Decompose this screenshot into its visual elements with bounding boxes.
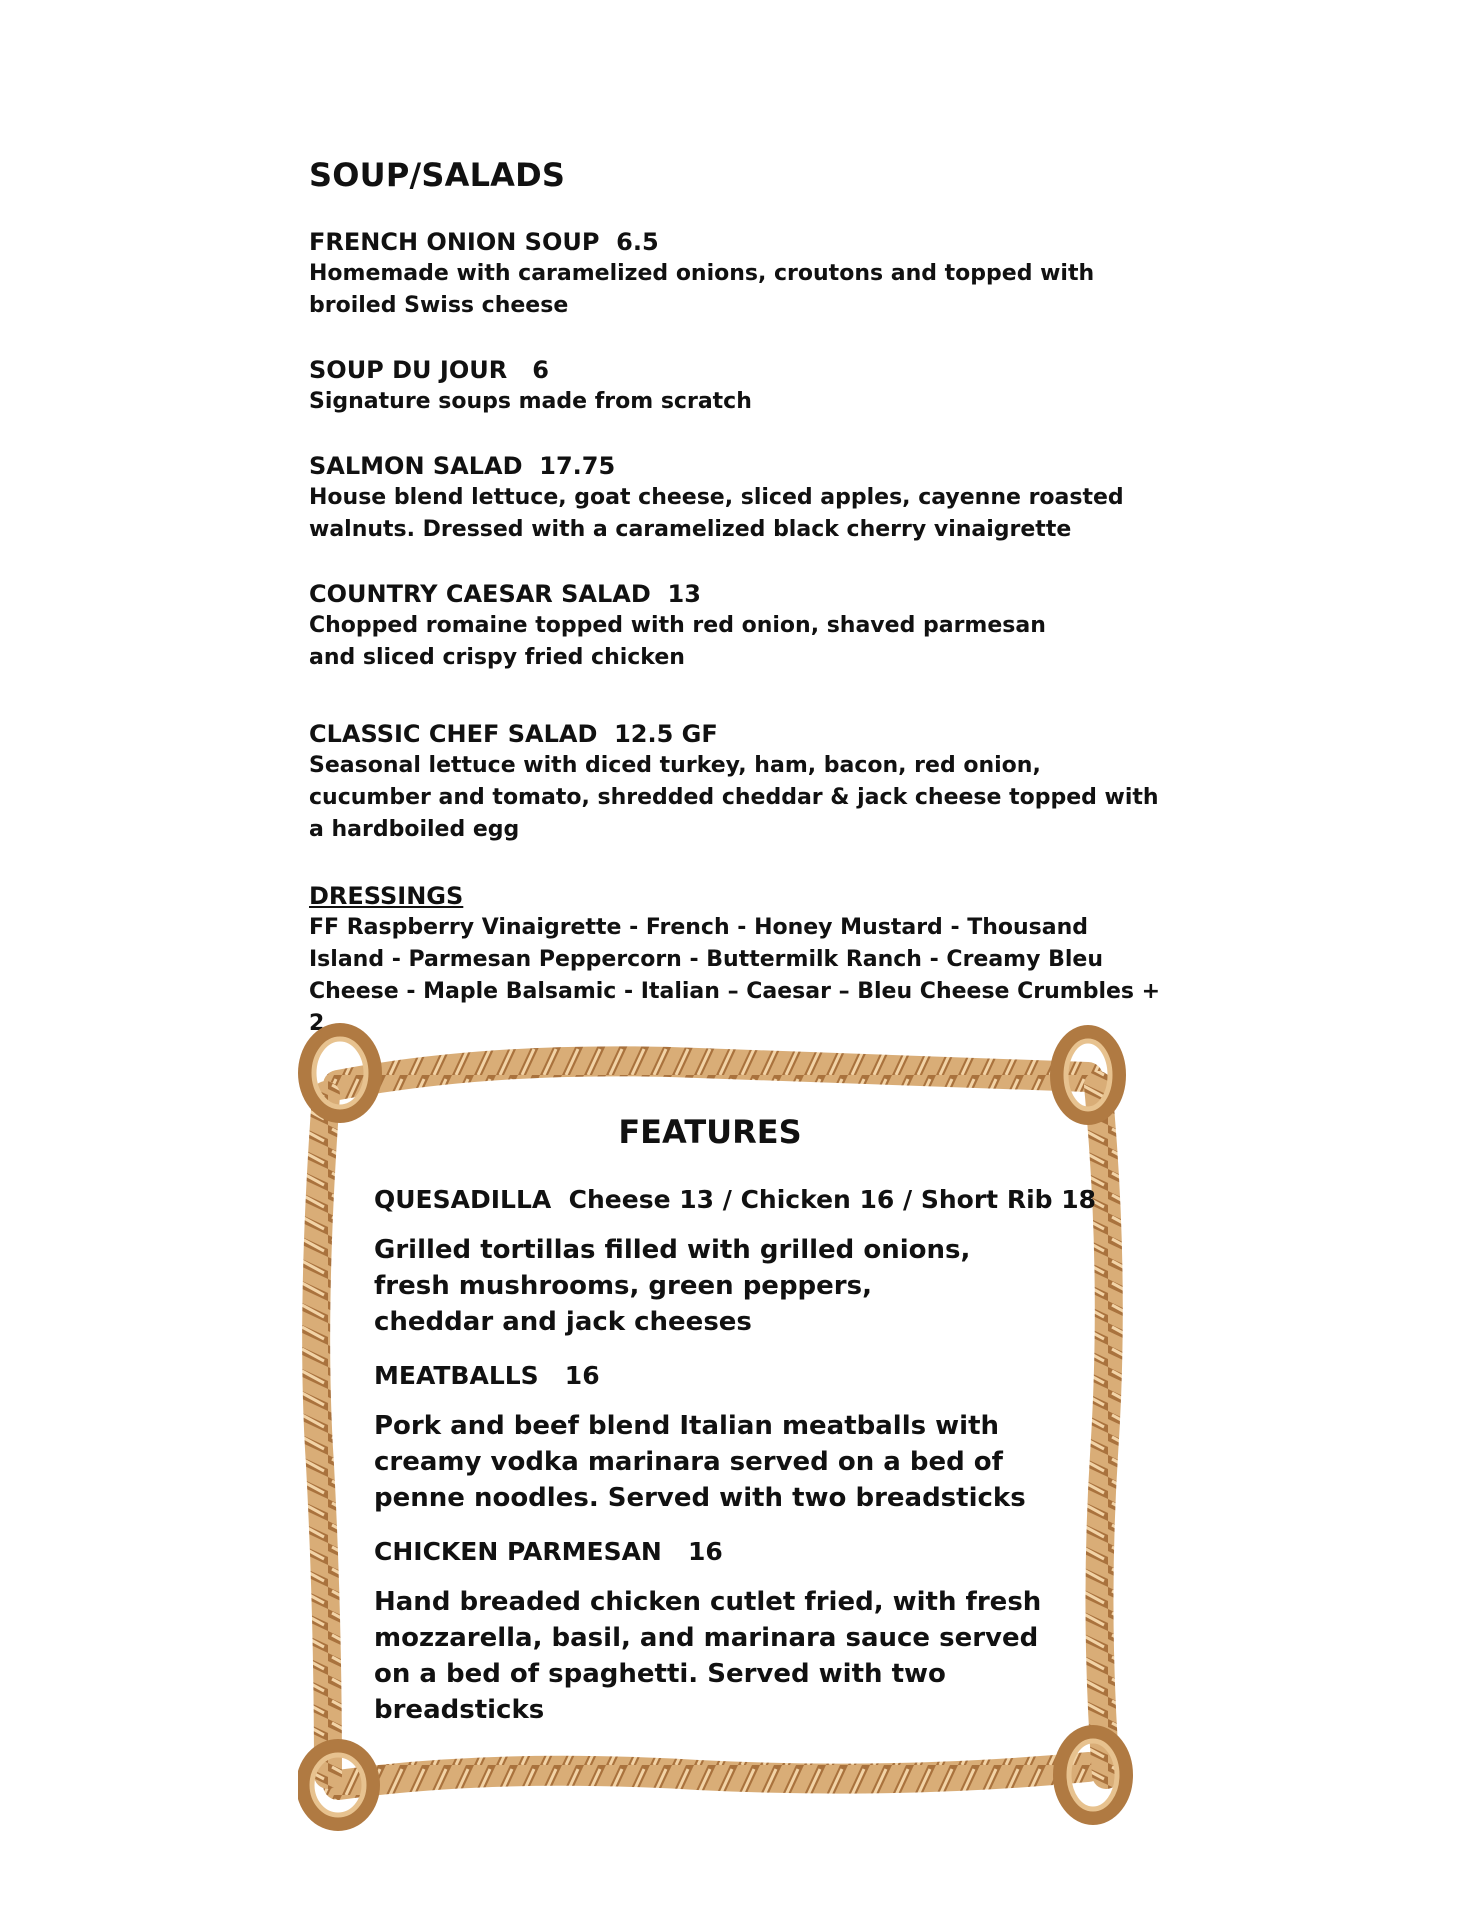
menu-item [309, 226, 1169, 322]
menu-item [309, 718, 1169, 846]
item-name: SALMON SALAD 17.75 [309, 452, 616, 480]
features-title: FEATURES [618, 1113, 802, 1151]
item-name: COUNTRY CAESAR SALAD 13 [309, 580, 701, 608]
features-section [374, 1112, 1097, 1728]
item-description: Signature soups made from scratch [309, 389, 752, 414]
menu-item [309, 578, 1169, 674]
section-title: SOUP/SALADS [309, 156, 566, 194]
dressings-title: DRESSINGS [309, 882, 464, 910]
menu-item [309, 450, 1169, 546]
item-description: House blend lettuce, goat cheese, sliced apples, cayenne roasted walnuts. Dressed with a caramelized black cherry vinaigrette [309, 485, 1124, 542]
item-name: CLASSIC CHEF SALAD 12.5 GF [309, 720, 718, 748]
item-description: Seasonal lettuce with diced turkey, ham, bacon, red onion, cucumber and tomato, shredded cheddar & jack cheese topped with a hardboiled egg [309, 753, 1159, 842]
item-name: FRENCH ONION SOUP 6.5 [309, 228, 659, 256]
feature-name: MEATBALLS 16 [374, 1361, 600, 1390]
feature-description: Hand breaded chicken cutlet fried, with fresh mozzarella, basil, and marinara sauce served on a bed of spaghetti. Served with two breadsticks [374, 1587, 1042, 1725]
dressings-list: FF Raspberry Vinaigrette - French - Honey Mustard - Thousand Island - Parmesan Peppercorn - Buttermilk Ranch - Creamy Bleu Cheese - Maple Balsamic - Italian – Caesar – Bleu Cheese Crumbles + 2 [309, 915, 1161, 1036]
feature-name: QUESADILLA Cheese 13 / Chicken 16 / Short Rib 18 [374, 1185, 1097, 1214]
feature-description: Grilled tortillas filled with grilled onions, fresh mushrooms, green peppers, cheddar and jack cheeses [374, 1235, 971, 1337]
item-description: Chopped romaine topped with red onion, shaved parmesan and sliced crispy fried chicken [309, 613, 1046, 670]
item-description: Homemade with caramelized onions, croutons and topped with broiled Swiss cheese [309, 261, 1095, 318]
feature-description: Pork and beef blend Italian meatballs with creamy vodka marinara served on a bed of penne noodles. Served with two breadsticks [374, 1411, 1026, 1513]
menu-item [309, 354, 1169, 418]
feature-name: CHICKEN PARMESAN 16 [374, 1537, 723, 1566]
soup-salads-section [309, 150, 1169, 1040]
item-name: SOUP DU JOUR 6 [309, 356, 549, 384]
